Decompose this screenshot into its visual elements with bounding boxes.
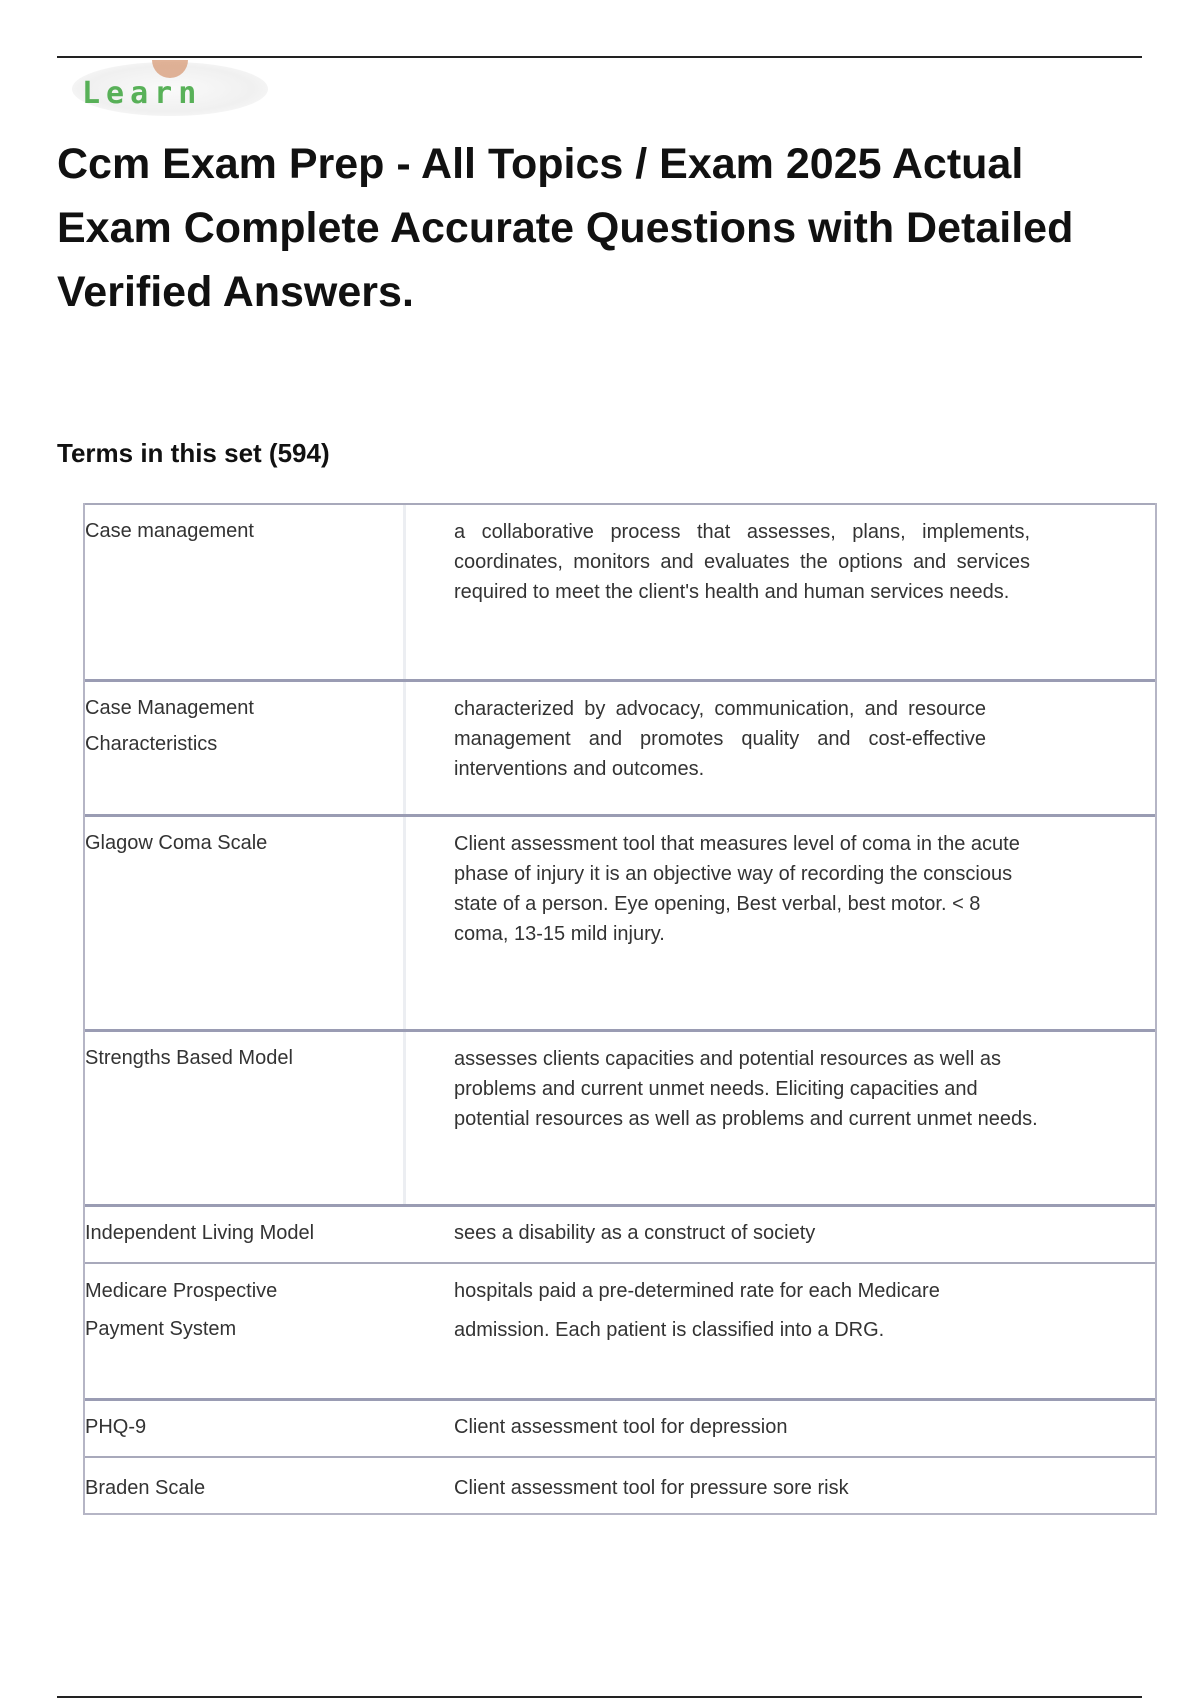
document-title: Ccm Exam Prep - All Topics / Exam 2025 Actual Exam Complete Accurate Questions with Detailed Verified Answers. [57,140,1074,316]
term-cell: Strengths Based Model [85,1047,293,1069]
table-row [85,1456,1155,1515]
table-row [85,1398,1155,1456]
term-cell: Medicare Prospective Payment System [85,1280,278,1340]
bottom-rule [57,1696,1142,1698]
table-row [85,503,1155,679]
table-row [85,1204,1155,1262]
definition-cell: assesses clients capacities and potential resources as well as problems and current unmet needs. Eliciting capacities and potential resources as well as problems and current unmet needs. [454,1048,1038,1130]
table-row [85,1262,1155,1398]
definition-cell: Client assessment tool for pressure sore risk [454,1477,849,1499]
term-cell: Case Management Characteristics [85,697,254,755]
definition-cell: Client assessment tool for depression [454,1416,788,1438]
terms-heading: Terms in this set (594) [57,438,330,468]
term-cell: Independent Living Model [85,1222,315,1244]
definition-cell: Client assessment tool that measures level of coma in the acute phase of injury it is an objective way of recording the conscious state of a person. Eye opening, Best verbal, best motor. < 8 coma, 13-15 mild injury. [454,833,1020,945]
definition-cell: sees a disability as a construct of society [454,1222,816,1244]
table-row [85,1029,1155,1204]
table-row [85,679,1155,814]
term-cell: PHQ-9 [85,1416,147,1438]
definition-cell: hospitals paid a pre-determined rate for each Medicare admission. Each patient is classified into a DRG. [454,1280,940,1341]
terms-table [83,503,1157,1515]
term-cell: Glagow Coma Scale [85,832,268,854]
top-rule [57,56,1142,58]
logo-text: Learn [82,76,203,111]
term-cell: Braden Scale [85,1477,206,1499]
learn-logo [72,62,268,116]
table-row [85,814,1155,1029]
term-cell: Case management [85,520,254,542]
definition-cell: a collaborative process that assesses, plans, implements, coordinates, monitors and evaluates the options and services required to meet the client's health and human services needs. [454,521,1030,603]
definition-cell: characterized by advocacy, communication, and resource management and promotes quality and cost-effective interventions and outcomes. [454,698,986,780]
